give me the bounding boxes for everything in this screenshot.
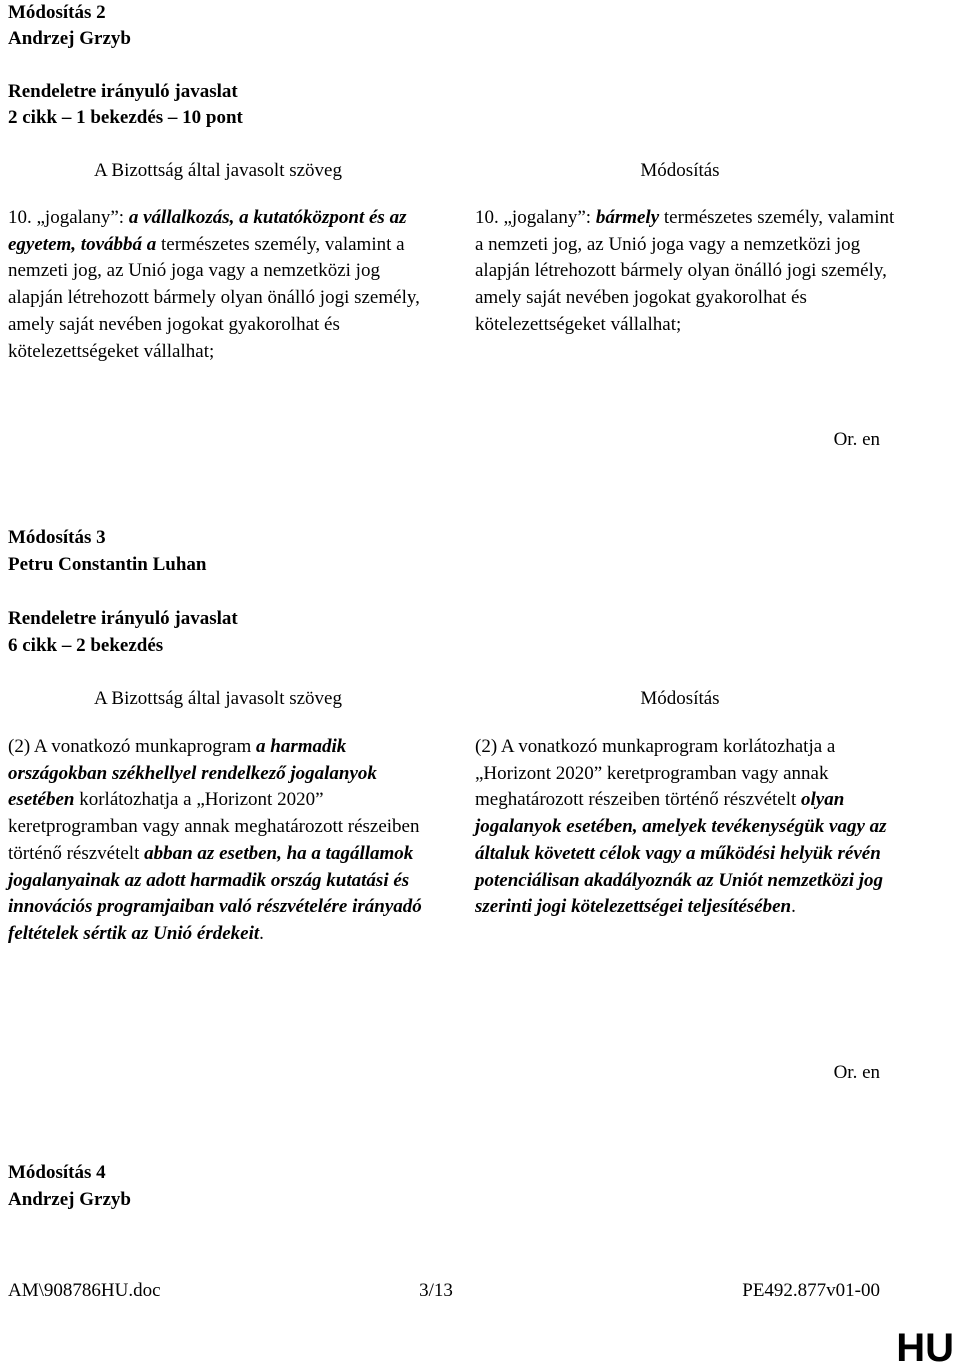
- amendment-3-reference: 6 cikk – 2 bekezdés: [8, 635, 164, 656]
- amendment-2-commission-text: [8, 205, 428, 365]
- amendment-2-title: Módosítás 2: [8, 2, 106, 23]
- amendment-3-amended-text: [475, 734, 905, 921]
- text-run: korlátozhatja a „Horizont 2020” keretprogramban vagy annak meghatározott részeiben történő részvételt: [8, 789, 420, 864]
- text-run-changed: olyan jogalanyok esetében, amelyek tevékenységük vagy az általuk követett célok vagy a működési helyük révén potenciálisan akadályoznák az Uniót nemzetközi jog szerinti jogi kötelezettségei teljesítésében: [475, 789, 887, 918]
- text-run-changed: a vállalkozás, a kutatóközpont és az egyetem, továbbá a: [8, 207, 407, 255]
- text-run: .: [791, 896, 796, 918]
- amendment-4-author: Andrzej Grzyb: [8, 1189, 131, 1210]
- text-run-changed: abban az esetben, ha a tagállamok jogalanyainak az adott harmadik ország kutatási és innovációs programjaiban való részvételére irányadó feltételek sértik az Unió érdekeit: [8, 842, 422, 944]
- footer-language-code: HU: [896, 1326, 954, 1370]
- amendment-3-commission-text: [8, 734, 428, 948]
- amendment-3-title: Módosítás 3: [8, 527, 106, 548]
- amendment-3-author: Petru Constantin Luhan: [8, 554, 207, 575]
- text-run: 10. „jogalany”:: [475, 207, 596, 228]
- text-run: természetes személy, valamint a nemzeti jog, az Unió joga vagy a nemzetközi jog alapján létrehozott bármely olyan önálló jogi személy, amely saját nevében jogokat gyakorolhat és kötelezettségeket vállalhat;: [475, 207, 895, 335]
- footer-doc-ref: AM\908786HU.doc: [8, 1280, 161, 1301]
- amendment-3-right-header: Módosítás: [640, 688, 720, 709]
- amendment-2-amended-text: [475, 205, 905, 339]
- amendment-2-right-header: Módosítás: [640, 160, 720, 181]
- text-run-changed: a harmadik országokban székhellyel rendelkező jogalanyok esetében: [8, 736, 377, 811]
- amendment-4-title: Módosítás 4: [8, 1162, 106, 1183]
- amendment-2-proposal: Rendeletre irányuló javaslat: [8, 81, 238, 102]
- amendment-3-proposal: Rendeletre irányuló javaslat: [8, 608, 238, 629]
- text-run-changed: bármely: [595, 207, 660, 228]
- amendment-2-original-language: Or. en: [833, 429, 880, 450]
- footer-page-number: 3/13: [419, 1280, 453, 1301]
- text-run: (2) A vonatkozó munkaprogram: [8, 736, 257, 757]
- amendment-3-original-language: Or. en: [833, 1062, 880, 1083]
- text-run: (2) A vonatkozó munkaprogram korlátozhatja a „Horizont 2020” keretprogramban vagy annak meghatározott részeiben történő részvételt: [475, 736, 836, 811]
- amendment-2-author: Andrzej Grzyb: [8, 28, 131, 49]
- amendment-2-left-header: A Bizottság által javasolt szöveg: [93, 160, 342, 181]
- amendment-3-left-header: A Bizottság által javasolt szöveg: [93, 688, 342, 709]
- footer-pe-ref: PE492.877v01-00: [742, 1280, 880, 1301]
- amendment-2-reference: 2 cikk – 1 bekezdés – 10 pont: [8, 107, 243, 128]
- text-run: természetes személy, valamint a nemzeti jog, az Unió joga vagy a nemzetközi jog alapján létrehozott bármely olyan önálló jogi személy, amely saját nevében jogokat gyakorolhat és kötelezettségeket vállalhat;: [8, 233, 420, 362]
- text-run: 10. „jogalany”:: [8, 207, 129, 228]
- text-run: .: [259, 922, 264, 944]
